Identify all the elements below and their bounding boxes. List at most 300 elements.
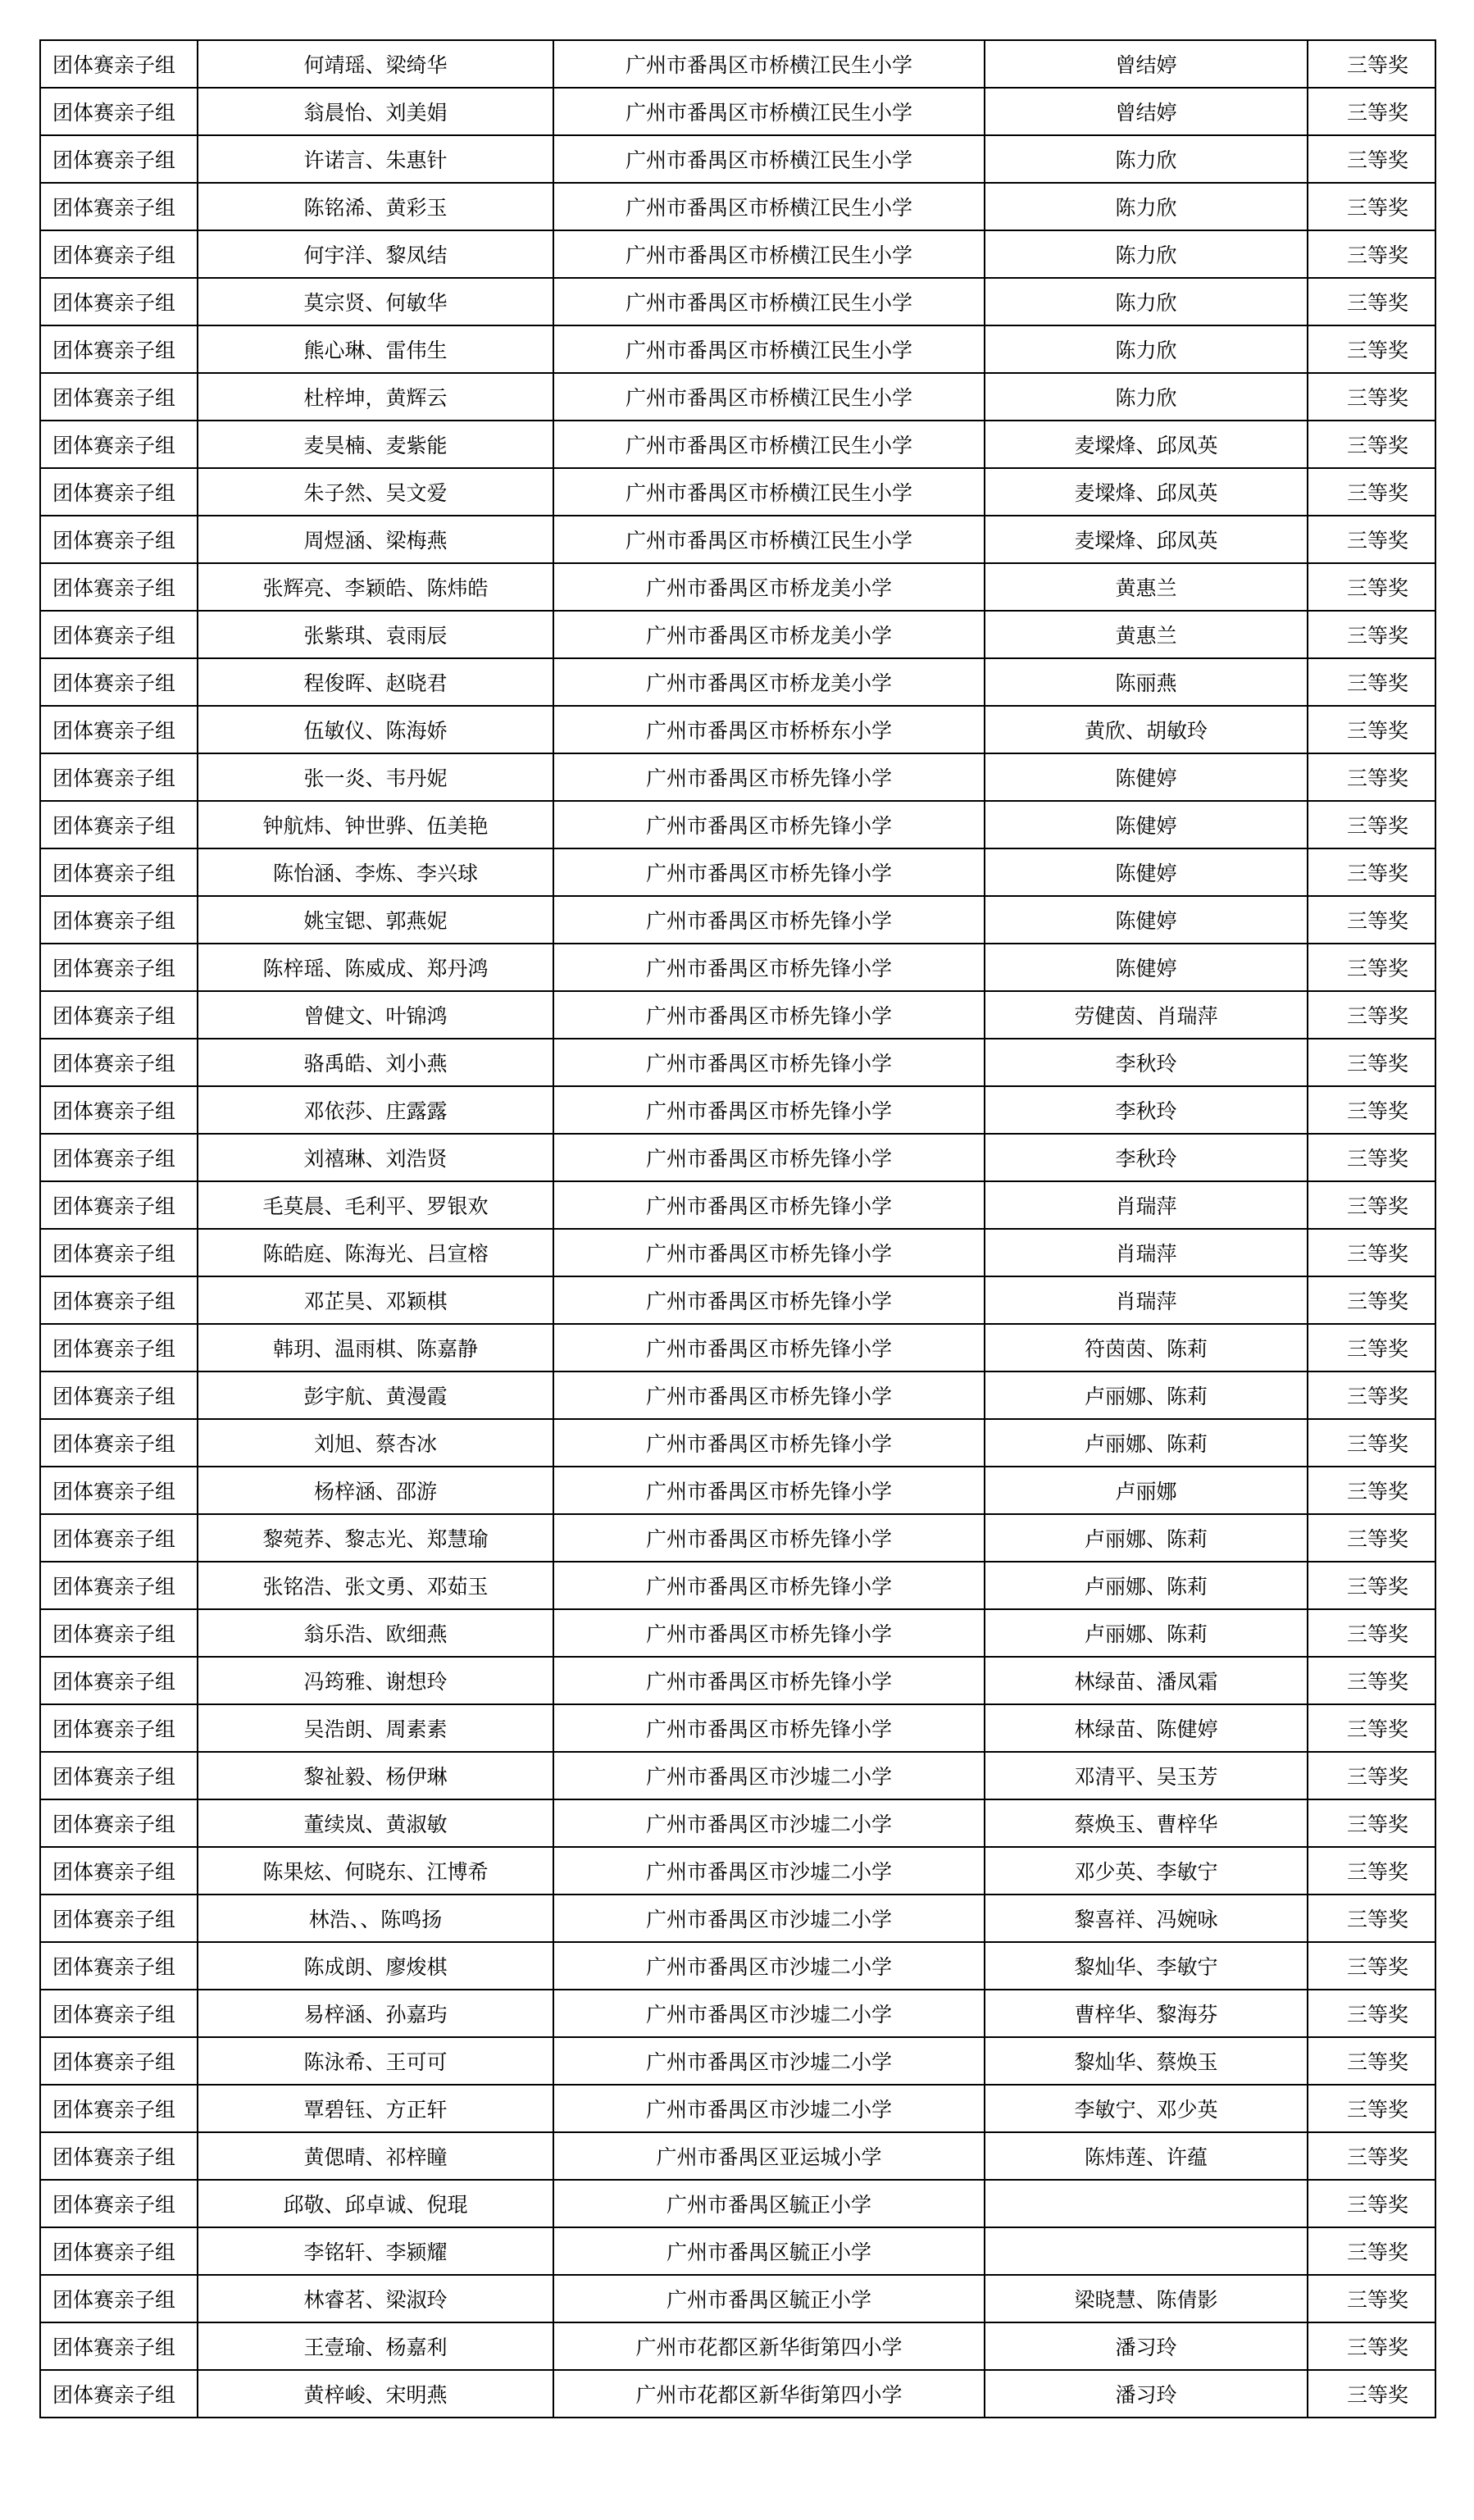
teacher-cell: 陈力欣 [985, 230, 1308, 278]
participants-cell: 曾健文、叶锦鸿 [198, 991, 553, 1039]
participants-cell: 张辉亮、李颖皓、陈炜皓 [198, 563, 553, 611]
group-cell: 团体赛亲子组 [40, 2370, 198, 2418]
group-cell: 团体赛亲子组 [40, 2132, 198, 2180]
award-cell: 三等奖 [1308, 944, 1435, 991]
school-cell: 广州市番禺区市桥先锋小学 [553, 991, 985, 1039]
document-page [39, 39, 1436, 2418]
group-cell: 团体赛亲子组 [40, 611, 198, 658]
table-row [40, 2227, 1435, 2275]
participants-cell: 韩玥、温雨棋、陈嘉静 [198, 1324, 553, 1371]
table-row [40, 1990, 1435, 2037]
school-cell: 广州市番禺区市桥先锋小学 [553, 1324, 985, 1371]
participants-cell: 何宇洋、黎凤结 [198, 230, 553, 278]
participants-cell: 杜梓坤，黄辉云 [198, 373, 553, 421]
table-row [40, 2085, 1435, 2132]
table-row [40, 230, 1435, 278]
participants-cell: 许诺言、朱惠针 [198, 135, 553, 183]
teacher-cell: 麦墚烽、邱凤英 [985, 468, 1308, 516]
group-cell: 团体赛亲子组 [40, 706, 198, 753]
school-cell: 广州市番禺区市桥先锋小学 [553, 896, 985, 944]
table-row [40, 1467, 1435, 1514]
award-cell: 三等奖 [1308, 753, 1435, 801]
participants-cell: 翁晨怡、刘美娟 [198, 88, 553, 135]
award-cell: 三等奖 [1308, 2180, 1435, 2227]
teacher-cell: 肖瑞萍 [985, 1181, 1308, 1229]
group-cell: 团体赛亲子组 [40, 516, 198, 563]
participants-cell: 程俊晖、赵晓君 [198, 658, 553, 706]
award-cell: 三等奖 [1308, 563, 1435, 611]
teacher-cell: 陈力欣 [985, 135, 1308, 183]
group-cell: 团体赛亲子组 [40, 1181, 198, 1229]
table-row [40, 2180, 1435, 2227]
teacher-cell: 曹梓华、黎海芬 [985, 1990, 1308, 2037]
group-cell: 团体赛亲子组 [40, 1324, 198, 1371]
school-cell: 广州市番禺区毓正小学 [553, 2180, 985, 2227]
award-cell: 三等奖 [1308, 1752, 1435, 1799]
participants-cell: 邓依莎、庄露露 [198, 1086, 553, 1134]
participants-cell: 朱子然、吴文爱 [198, 468, 553, 516]
school-cell: 广州市番禺区市桥先锋小学 [553, 1562, 985, 1609]
group-cell: 团体赛亲子组 [40, 421, 198, 468]
participants-cell: 周煜涵、梁梅燕 [198, 516, 553, 563]
school-cell: 广州市番禺区市桥横江民生小学 [553, 88, 985, 135]
participants-cell: 刘旭、蔡杏冰 [198, 1419, 553, 1467]
school-cell: 广州市番禺区亚运城小学 [553, 2132, 985, 2180]
group-cell: 团体赛亲子组 [40, 1276, 198, 1324]
table-row [40, 611, 1435, 658]
table-row [40, 706, 1435, 753]
school-cell: 广州市番禺区市桥龙美小学 [553, 658, 985, 706]
school-cell: 广州市番禺区市沙墟二小学 [553, 2085, 985, 2132]
teacher-cell: 李秋玲 [985, 1086, 1308, 1134]
award-cell: 三等奖 [1308, 706, 1435, 753]
group-cell: 团体赛亲子组 [40, 1562, 198, 1609]
school-cell: 广州市花都区新华街第四小学 [553, 2370, 985, 2418]
teacher-cell: 邓少英、李敏宁 [985, 1847, 1308, 1895]
award-cell: 三等奖 [1308, 2275, 1435, 2322]
participants-cell: 刘禧琳、刘浩贤 [198, 1134, 553, 1181]
table-row [40, 944, 1435, 991]
award-cell: 三等奖 [1308, 2322, 1435, 2370]
participants-cell: 覃碧钰、方正轩 [198, 2085, 553, 2132]
teacher-cell: 肖瑞萍 [985, 1276, 1308, 1324]
awards-table-body [40, 40, 1435, 2418]
group-cell: 团体赛亲子组 [40, 2322, 198, 2370]
participants-cell: 钟航炜、钟世骅、伍美艳 [198, 801, 553, 848]
award-cell: 三等奖 [1308, 1324, 1435, 1371]
group-cell: 团体赛亲子组 [40, 230, 198, 278]
teacher-cell: 陈力欣 [985, 325, 1308, 373]
participants-cell: 林睿茗、梁淑玲 [198, 2275, 553, 2322]
award-cell: 三等奖 [1308, 991, 1435, 1039]
table-row [40, 2275, 1435, 2322]
participants-cell: 陈怡涵、李炼、李兴球 [198, 848, 553, 896]
group-cell: 团体赛亲子组 [40, 2275, 198, 2322]
group-cell: 团体赛亲子组 [40, 1799, 198, 1847]
award-cell: 三等奖 [1308, 2370, 1435, 2418]
school-cell: 广州市番禺区市桥先锋小学 [553, 1371, 985, 1419]
teacher-cell: 卢丽娜、陈莉 [985, 1371, 1308, 1419]
school-cell: 广州市番禺区市桥横江民生小学 [553, 373, 985, 421]
teacher-cell: 麦墚烽、邱凤英 [985, 421, 1308, 468]
teacher-cell: 卢丽娜、陈莉 [985, 1562, 1308, 1609]
table-row [40, 2037, 1435, 2085]
teacher-cell: 李敏宁、邓少英 [985, 2085, 1308, 2132]
group-cell: 团体赛亲子组 [40, 2180, 198, 2227]
school-cell: 广州市番禺区市桥横江民生小学 [553, 468, 985, 516]
award-cell: 三等奖 [1308, 1039, 1435, 1086]
participants-cell: 陈成朗、廖焌棋 [198, 1942, 553, 1990]
table-row [40, 373, 1435, 421]
teacher-cell: 林绿苗、潘凤霜 [985, 1657, 1308, 1704]
school-cell: 广州市番禺区市桥横江民生小学 [553, 183, 985, 230]
award-cell: 三等奖 [1308, 468, 1435, 516]
award-cell: 三等奖 [1308, 1704, 1435, 1752]
teacher-cell: 潘习玲 [985, 2370, 1308, 2418]
participants-cell: 邓芷昊、邓颖棋 [198, 1276, 553, 1324]
award-cell: 三等奖 [1308, 896, 1435, 944]
teacher-cell: 陈力欣 [985, 373, 1308, 421]
award-cell: 三等奖 [1308, 40, 1435, 88]
award-cell: 三等奖 [1308, 230, 1435, 278]
teacher-cell: 陈健婷 [985, 896, 1308, 944]
table-row [40, 1039, 1435, 1086]
award-cell: 三等奖 [1308, 1847, 1435, 1895]
award-cell: 三等奖 [1308, 1229, 1435, 1276]
award-cell: 三等奖 [1308, 2227, 1435, 2275]
table-row [40, 2370, 1435, 2418]
award-cell: 三等奖 [1308, 2132, 1435, 2180]
table-row [40, 1229, 1435, 1276]
participants-cell: 毛莫晨、毛利平、罗银欢 [198, 1181, 553, 1229]
teacher-cell: 蔡焕玉、曹梓华 [985, 1799, 1308, 1847]
award-cell: 三等奖 [1308, 373, 1435, 421]
group-cell: 团体赛亲子组 [40, 1229, 198, 1276]
participants-cell: 邱敬、邱卓诚、倪琨 [198, 2180, 553, 2227]
group-cell: 团体赛亲子组 [40, 1467, 198, 1514]
table-row [40, 801, 1435, 848]
award-cell: 三等奖 [1308, 1942, 1435, 1990]
group-cell: 团体赛亲子组 [40, 325, 198, 373]
table-row [40, 1276, 1435, 1324]
school-cell: 广州市番禺区市桥先锋小学 [553, 1229, 985, 1276]
teacher-cell: 卢丽娜、陈莉 [985, 1514, 1308, 1562]
group-cell: 团体赛亲子组 [40, 848, 198, 896]
group-cell: 团体赛亲子组 [40, 896, 198, 944]
school-cell: 广州市番禺区市桥先锋小学 [553, 1609, 985, 1657]
teacher-cell: 黄惠兰 [985, 611, 1308, 658]
participants-cell: 张铭浩、张文勇、邓茹玉 [198, 1562, 553, 1609]
teacher-cell: 陈力欣 [985, 278, 1308, 325]
participants-cell: 麦昊楠、麦紫能 [198, 421, 553, 468]
group-cell: 团体赛亲子组 [40, 1039, 198, 1086]
group-cell: 团体赛亲子组 [40, 1895, 198, 1942]
table-row [40, 1847, 1435, 1895]
group-cell: 团体赛亲子组 [40, 2227, 198, 2275]
teacher-cell: 黄惠兰 [985, 563, 1308, 611]
school-cell: 广州市番禺区市桥横江民生小学 [553, 278, 985, 325]
award-cell: 三等奖 [1308, 421, 1435, 468]
table-row [40, 278, 1435, 325]
school-cell: 广州市番禺区毓正小学 [553, 2275, 985, 2322]
school-cell: 广州市番禺区市桥先锋小学 [553, 1086, 985, 1134]
table-row [40, 1752, 1435, 1799]
participants-cell: 杨梓涵、邵游 [198, 1467, 553, 1514]
participants-cell: 莫宗贤、何敏华 [198, 278, 553, 325]
table-row [40, 2322, 1435, 2370]
group-cell: 团体赛亲子组 [40, 944, 198, 991]
group-cell: 团体赛亲子组 [40, 991, 198, 1039]
school-cell: 广州市番禺区市桥先锋小学 [553, 1514, 985, 1562]
award-cell: 三等奖 [1308, 1514, 1435, 1562]
table-row [40, 991, 1435, 1039]
school-cell: 广州市番禺区市桥龙美小学 [553, 611, 985, 658]
school-cell: 广州市番禺区市桥龙美小学 [553, 563, 985, 611]
teacher-cell: 黎灿华、蔡焕玉 [985, 2037, 1308, 2085]
award-cell: 三等奖 [1308, 1134, 1435, 1181]
teacher-cell [985, 2180, 1308, 2227]
group-cell: 团体赛亲子组 [40, 1704, 198, 1752]
table-row [40, 753, 1435, 801]
group-cell: 团体赛亲子组 [40, 563, 198, 611]
table-row [40, 1324, 1435, 1371]
table-row [40, 1657, 1435, 1704]
school-cell: 广州市番禺区市桥先锋小学 [553, 848, 985, 896]
award-cell: 三等奖 [1308, 1562, 1435, 1609]
school-cell: 广州市番禺区市沙墟二小学 [553, 1799, 985, 1847]
award-cell: 三等奖 [1308, 1657, 1435, 1704]
awards-table [39, 39, 1436, 2418]
participants-cell: 姚宝锶、郭燕妮 [198, 896, 553, 944]
participants-cell: 熊心琳、雷伟生 [198, 325, 553, 373]
award-cell: 三等奖 [1308, 1276, 1435, 1324]
award-cell: 三等奖 [1308, 1467, 1435, 1514]
participants-cell: 黎祉毅、杨伊琳 [198, 1752, 553, 1799]
award-cell: 三等奖 [1308, 1609, 1435, 1657]
school-cell: 广州市花都区新华街第四小学 [553, 2322, 985, 2370]
group-cell: 团体赛亲子组 [40, 1514, 198, 1562]
teacher-cell: 陈炜莲、许蕴 [985, 2132, 1308, 2180]
teacher-cell: 卢丽娜 [985, 1467, 1308, 1514]
award-cell: 三等奖 [1308, 88, 1435, 135]
table-row [40, 421, 1435, 468]
group-cell: 团体赛亲子组 [40, 2085, 198, 2132]
table-row [40, 135, 1435, 183]
table-row [40, 1704, 1435, 1752]
school-cell: 广州市番禺区市沙墟二小学 [553, 2037, 985, 2085]
school-cell: 广州市番禺区市沙墟二小学 [553, 1752, 985, 1799]
school-cell: 广州市番禺区市桥先锋小学 [553, 1467, 985, 1514]
participants-cell: 王壹瑜、杨嘉利 [198, 2322, 553, 2370]
award-cell: 三等奖 [1308, 848, 1435, 896]
table-row [40, 1181, 1435, 1229]
table-row [40, 40, 1435, 88]
school-cell: 广州市番禺区市桥先锋小学 [553, 801, 985, 848]
award-cell: 三等奖 [1308, 1086, 1435, 1134]
award-cell: 三等奖 [1308, 1990, 1435, 2037]
school-cell: 广州市番禺区市桥桥东小学 [553, 706, 985, 753]
participants-cell: 陈泳希、王可可 [198, 2037, 553, 2085]
award-cell: 三等奖 [1308, 658, 1435, 706]
teacher-cell: 黎喜祥、冯婉咏 [985, 1895, 1308, 1942]
school-cell: 广州市番禺区市沙墟二小学 [553, 1847, 985, 1895]
table-row [40, 516, 1435, 563]
participants-cell: 林浩、、陈鸣扬 [198, 1895, 553, 1942]
teacher-cell: 陈健婷 [985, 944, 1308, 991]
table-row [40, 563, 1435, 611]
table-row [40, 1514, 1435, 1562]
school-cell: 广州市番禺区毓正小学 [553, 2227, 985, 2275]
participants-cell: 张一炎、韦丹妮 [198, 753, 553, 801]
table-row [40, 1134, 1435, 1181]
teacher-cell: 李秋玲 [985, 1134, 1308, 1181]
table-row [40, 1086, 1435, 1134]
group-cell: 团体赛亲子组 [40, 278, 198, 325]
school-cell: 广州市番禺区市桥横江民生小学 [553, 516, 985, 563]
group-cell: 团体赛亲子组 [40, 2037, 198, 2085]
participants-cell: 翁乐浩、欧细燕 [198, 1609, 553, 1657]
table-row [40, 1562, 1435, 1609]
participants-cell: 陈果炫、何晓东、江博希 [198, 1847, 553, 1895]
participants-cell: 骆禹皓、刘小燕 [198, 1039, 553, 1086]
teacher-cell: 曾结婷 [985, 40, 1308, 88]
participants-cell: 张紫琪、袁雨辰 [198, 611, 553, 658]
teacher-cell: 麦墚烽、邱凤英 [985, 516, 1308, 563]
teacher-cell: 邓清平、吴玉芳 [985, 1752, 1308, 1799]
teacher-cell: 陈丽燕 [985, 658, 1308, 706]
group-cell: 团体赛亲子组 [40, 1419, 198, 1467]
school-cell: 广州市番禺区市桥横江民生小学 [553, 40, 985, 88]
table-row [40, 658, 1435, 706]
school-cell: 广州市番禺区市桥先锋小学 [553, 753, 985, 801]
teacher-cell: 黄欣、胡敏玲 [985, 706, 1308, 753]
award-cell: 三等奖 [1308, 2037, 1435, 2085]
teacher-cell: 李秋玲 [985, 1039, 1308, 1086]
group-cell: 团体赛亲子组 [40, 88, 198, 135]
participants-cell: 冯筠雅、谢想玲 [198, 1657, 553, 1704]
group-cell: 团体赛亲子组 [40, 753, 198, 801]
participants-cell: 董续岚、黄淑敏 [198, 1799, 553, 1847]
school-cell: 广州市番禺区市桥横江民生小学 [553, 230, 985, 278]
teacher-cell: 梁晓慧、陈倩影 [985, 2275, 1308, 2322]
teacher-cell: 林绿苗、陈健婷 [985, 1704, 1308, 1752]
group-cell: 团体赛亲子组 [40, 135, 198, 183]
group-cell: 团体赛亲子组 [40, 658, 198, 706]
award-cell: 三等奖 [1308, 516, 1435, 563]
award-cell: 三等奖 [1308, 1371, 1435, 1419]
school-cell: 广州市番禺区市桥先锋小学 [553, 1704, 985, 1752]
award-cell: 三等奖 [1308, 278, 1435, 325]
school-cell: 广州市番禺区市沙墟二小学 [553, 1895, 985, 1942]
teacher-cell: 黎灿华、李敏宁 [985, 1942, 1308, 1990]
table-row [40, 1419, 1435, 1467]
group-cell: 团体赛亲子组 [40, 1134, 198, 1181]
participants-cell: 黄偲晴、祁梓瞳 [198, 2132, 553, 2180]
group-cell: 团体赛亲子组 [40, 183, 198, 230]
participants-cell: 陈梓瑶、陈威成、郑丹鸿 [198, 944, 553, 991]
teacher-cell: 符茵茵、陈莉 [985, 1324, 1308, 1371]
group-cell: 团体赛亲子组 [40, 1371, 198, 1419]
teacher-cell: 曾结婷 [985, 88, 1308, 135]
award-cell: 三等奖 [1308, 1419, 1435, 1467]
award-cell: 三等奖 [1308, 183, 1435, 230]
table-row [40, 1799, 1435, 1847]
teacher-cell: 陈健婷 [985, 848, 1308, 896]
group-cell: 团体赛亲子组 [40, 373, 198, 421]
teacher-cell: 陈力欣 [985, 183, 1308, 230]
participants-cell: 吴浩朗、周素素 [198, 1704, 553, 1752]
group-cell: 团体赛亲子组 [40, 801, 198, 848]
group-cell: 团体赛亲子组 [40, 1942, 198, 1990]
teacher-cell: 卢丽娜、陈莉 [985, 1609, 1308, 1657]
table-row [40, 1895, 1435, 1942]
table-row [40, 183, 1435, 230]
school-cell: 广州市番禺区市桥先锋小学 [553, 1657, 985, 1704]
group-cell: 团体赛亲子组 [40, 1609, 198, 1657]
school-cell: 广州市番禺区市桥先锋小学 [553, 1419, 985, 1467]
group-cell: 团体赛亲子组 [40, 1086, 198, 1134]
school-cell: 广州市番禺区市桥先锋小学 [553, 1181, 985, 1229]
school-cell: 广州市番禺区市桥先锋小学 [553, 1039, 985, 1086]
award-cell: 三等奖 [1308, 801, 1435, 848]
participants-cell: 黎菀荞、黎志光、郑慧瑜 [198, 1514, 553, 1562]
table-row [40, 1371, 1435, 1419]
table-row [40, 1942, 1435, 1990]
teacher-cell [985, 2227, 1308, 2275]
school-cell: 广州市番禺区市桥横江民生小学 [553, 421, 985, 468]
table-row [40, 848, 1435, 896]
table-row [40, 2132, 1435, 2180]
award-cell: 三等奖 [1308, 2085, 1435, 2132]
award-cell: 三等奖 [1308, 1181, 1435, 1229]
school-cell: 广州市番禺区市桥横江民生小学 [553, 325, 985, 373]
group-cell: 团体赛亲子组 [40, 1847, 198, 1895]
group-cell: 团体赛亲子组 [40, 1657, 198, 1704]
teacher-cell: 陈健婷 [985, 753, 1308, 801]
teacher-cell: 卢丽娜、陈莉 [985, 1419, 1308, 1467]
group-cell: 团体赛亲子组 [40, 1990, 198, 2037]
teacher-cell: 肖瑞萍 [985, 1229, 1308, 1276]
teacher-cell: 潘习玲 [985, 2322, 1308, 2370]
participants-cell: 何靖瑶、梁绮华 [198, 40, 553, 88]
school-cell: 广州市番禺区市桥先锋小学 [553, 1276, 985, 1324]
participants-cell: 黄梓峻、宋明燕 [198, 2370, 553, 2418]
table-row [40, 1609, 1435, 1657]
award-cell: 三等奖 [1308, 611, 1435, 658]
table-row [40, 468, 1435, 516]
table-row [40, 896, 1435, 944]
table-row [40, 88, 1435, 135]
school-cell: 广州市番禺区市桥先锋小学 [553, 1134, 985, 1181]
award-cell: 三等奖 [1308, 1895, 1435, 1942]
participants-cell: 彭宇航、黄漫霞 [198, 1371, 553, 1419]
group-cell: 团体赛亲子组 [40, 1752, 198, 1799]
school-cell: 广州市番禺区市桥先锋小学 [553, 944, 985, 991]
school-cell: 广州市番禺区市桥横江民生小学 [553, 135, 985, 183]
participants-cell: 伍敏仪、陈海娇 [198, 706, 553, 753]
award-cell: 三等奖 [1308, 325, 1435, 373]
participants-cell: 李铭轩、李颍耀 [198, 2227, 553, 2275]
participants-cell: 易梓涵、孙嘉玙 [198, 1990, 553, 2037]
group-cell: 团体赛亲子组 [40, 468, 198, 516]
award-cell: 三等奖 [1308, 135, 1435, 183]
group-cell: 团体赛亲子组 [40, 40, 198, 88]
participants-cell: 陈皓庭、陈海光、吕宣榕 [198, 1229, 553, 1276]
teacher-cell: 陈健婷 [985, 801, 1308, 848]
participants-cell: 陈铭浠、黄彩玉 [198, 183, 553, 230]
teacher-cell: 劳健茵、肖瑞萍 [985, 991, 1308, 1039]
school-cell: 广州市番禺区市沙墟二小学 [553, 1942, 985, 1990]
